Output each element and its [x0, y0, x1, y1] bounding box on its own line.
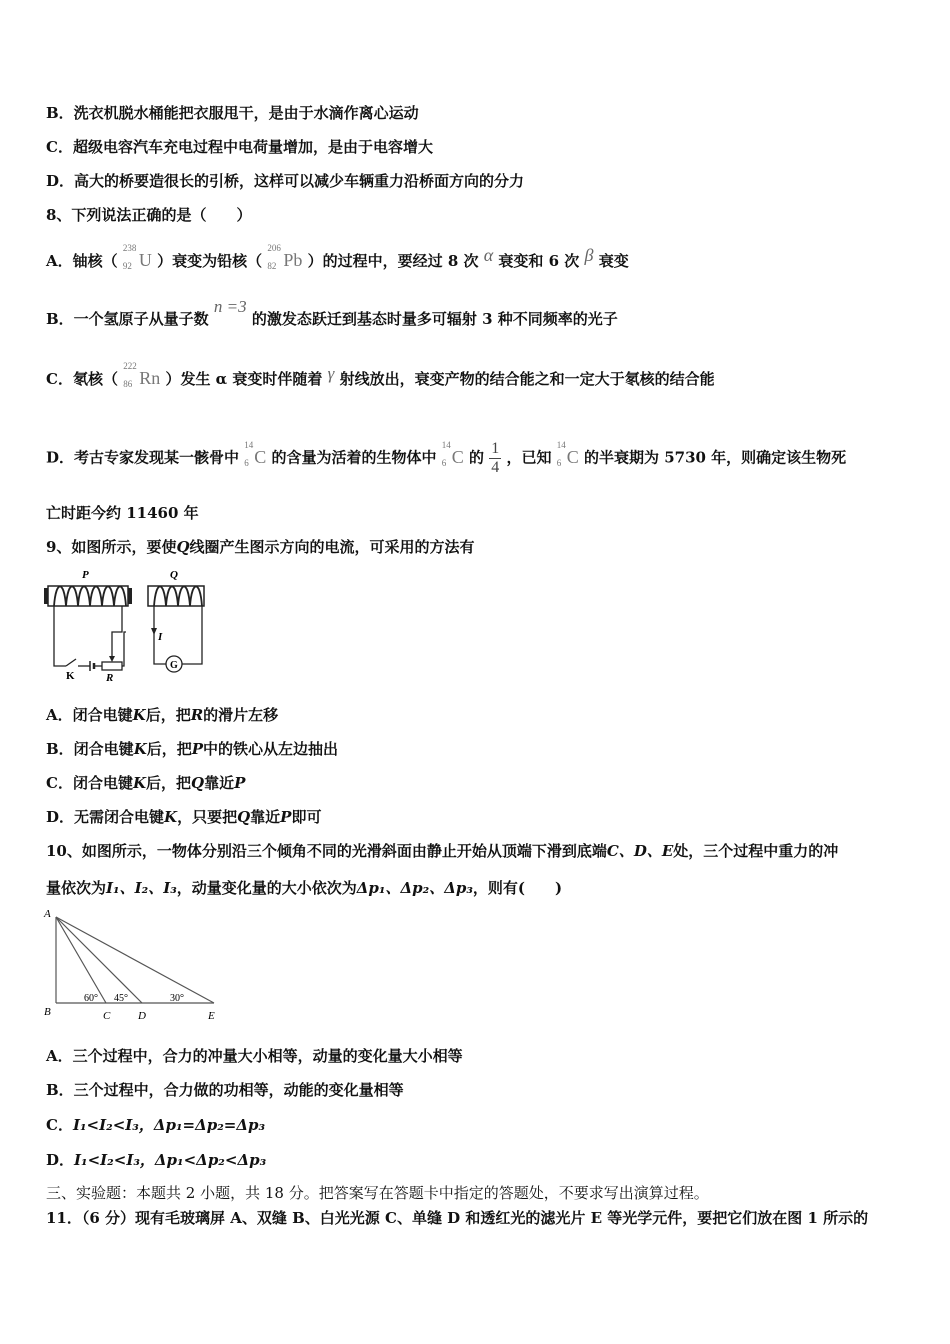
q9a-text: 后，把	[145, 706, 191, 724]
carbon14-nuclide	[556, 439, 579, 469]
q9-text: 9、如图所示，要使	[46, 538, 177, 556]
c-z: 6	[244, 457, 249, 468]
q10-text: 10、如图所示，一物体分别沿三个倾角不同的光滑斜面由静止开始从顶端下滑到底端	[46, 842, 607, 860]
current-arrow-icon	[151, 628, 157, 635]
coil-circuit-diagram	[44, 566, 214, 681]
carbon14-nuclide	[441, 439, 464, 469]
coil-p-windings	[54, 587, 126, 607]
question-10-line2	[46, 878, 562, 898]
incline-30	[56, 917, 214, 1003]
q8c-text: C．氡核（	[46, 370, 118, 388]
q9-option-b	[46, 739, 338, 759]
wire-p-right	[122, 632, 126, 666]
rn-mass: 222	[123, 361, 137, 371]
c-z: 6	[441, 457, 447, 468]
q10c-formula: I₁<I₂<I₃，Δp₁=Δp₂=Δp₃	[72, 1116, 266, 1134]
q8a-text: ）衰变为铅核（	[157, 252, 263, 270]
frac-den: 4	[491, 459, 500, 476]
fig9-label-i: I	[158, 631, 163, 643]
cde-var: C、D、E	[606, 842, 674, 860]
pb-sym: Pb	[283, 250, 303, 270]
fig9-label-g: G	[170, 660, 178, 671]
coil-q-windings	[154, 587, 202, 607]
c-sym: C	[451, 446, 464, 467]
q9b-text: B．闭合电键	[46, 740, 134, 758]
q9d-text: D．无需闭合电键	[46, 808, 165, 826]
fig10-label-c: C	[103, 1010, 111, 1022]
k-var: K	[132, 774, 146, 792]
q8-option-d	[46, 440, 846, 477]
question-9-title	[46, 537, 475, 557]
option-c-capacitor: C．超级电容汽车充电过程中电荷量增加，是由于电容增大	[46, 138, 433, 156]
q9d-text: ，只要把	[177, 808, 238, 826]
p-var: P	[280, 808, 292, 826]
coil-p-left-end	[44, 588, 48, 604]
q8a-text: 衰变和 6 次	[498, 252, 580, 270]
q8d-text: ，已知	[506, 448, 552, 467]
q10-option-b: B．三个过程中，合力做的功相等，动能的变化量相等	[46, 1081, 404, 1099]
fig9-label-r: R	[106, 672, 114, 681]
q8d-text: 的含量为活着的生物体中	[271, 448, 437, 467]
q10-text: ，则有( )	[472, 879, 563, 897]
q8d-text: 的	[469, 448, 485, 467]
angle-45-label: 45°	[114, 993, 128, 1004]
beta-symbol: β	[584, 245, 594, 265]
c-sym: C	[566, 446, 579, 467]
c-z: 6	[556, 457, 562, 468]
q9d-text: 靠近	[250, 808, 281, 826]
q9-text: 线圈产生图示方向的电流，可采用的方法有	[189, 538, 475, 556]
q9d-text: 即可	[291, 808, 322, 826]
q10-text: ，动量变化量的大小依次为	[176, 879, 357, 897]
c-mass: 14	[441, 439, 451, 450]
option-d-bridge: D．高大的桥要造很长的引桥，这样可以减少车辆重力沿桥面方向的分力	[46, 172, 525, 190]
q10-text: 量依次为	[46, 879, 107, 897]
c-mass: 14	[244, 439, 254, 450]
fig10-label-b: B	[44, 1006, 51, 1018]
q8b-text: B．一个氢原子从量子数	[46, 310, 209, 328]
rn-sym: Rn	[139, 368, 161, 388]
wire-q-right	[182, 606, 202, 664]
q8-option-c	[46, 361, 715, 390]
switch-k	[66, 659, 76, 666]
q-var: Q	[191, 774, 205, 792]
pb-z: 82	[267, 261, 277, 271]
c-mass: 14	[556, 439, 566, 450]
gamma-symbol: γ	[327, 364, 335, 383]
fig10-label-a: A	[44, 908, 51, 920]
q10-option-a: A．三个过程中，合力的冲量大小相等，动量的变化量大小相等	[46, 1047, 463, 1065]
q8-option-d-cont: 亡时距今约 11460 年	[46, 504, 199, 522]
q-var: Q	[237, 808, 251, 826]
u-mass: 238	[122, 243, 137, 253]
pb-mass: 206	[267, 243, 281, 253]
q10-text: 处，三个过程中重力的冲	[673, 842, 839, 860]
q9-option-a	[46, 705, 278, 725]
q10c-text: C．	[46, 1116, 73, 1134]
uranium-nuclide	[122, 243, 152, 272]
wire-p-left	[54, 606, 66, 666]
angle-30-label: 30°	[170, 993, 184, 1004]
q9b-text: 后，把	[146, 740, 192, 758]
q9c-text: 靠近	[204, 774, 235, 792]
q10d-text: D．	[46, 1151, 75, 1169]
fig10-label-d: D	[138, 1010, 146, 1022]
k-var: K	[164, 808, 178, 826]
incline-diagram	[40, 905, 230, 1025]
r-var: R	[190, 706, 204, 724]
question-8-title: 8、下列说法正确的是（ ）	[46, 206, 252, 224]
q8c-text: ）发生 α 衰变时伴随着	[165, 370, 323, 388]
k-var: K	[133, 740, 147, 758]
section-3-heading: 三、实验题：本题共 2 小题，共 18 分。把答案写在答题卡中指定的答题处，不要求写出演算过程。	[46, 1184, 709, 1202]
q9-option-d	[46, 807, 321, 827]
frac-num: 1	[491, 440, 500, 457]
q9a-text: 的滑片左移	[203, 706, 279, 724]
k-var: K	[132, 706, 146, 724]
q9-option-c	[46, 773, 245, 793]
fig9-label-q: Q	[170, 569, 178, 581]
q8-option-a	[46, 243, 629, 272]
angle-60-label: 60°	[84, 993, 98, 1004]
p-var: P	[191, 740, 204, 758]
question-11: 11．（6 分）现有毛玻璃屏 A、双缝 B、白光光源 C、单缝 D 和透红光的滤光片 E 等光学元件，要把它们放在图 1 所示的	[46, 1209, 869, 1227]
rheostat-r	[102, 662, 122, 670]
q8d-text: D．考古专家发现某一骸骨中	[46, 448, 240, 467]
q10-option-d	[46, 1150, 266, 1170]
radon-nuclide	[123, 361, 161, 390]
c-sym: C	[254, 446, 267, 467]
impulse-vars: I₁、I₂、I₃	[106, 879, 177, 897]
fraction-one-quarter	[489, 440, 501, 477]
q9c-text: C．闭合电键	[46, 774, 133, 792]
fig9-label-k: K	[66, 670, 75, 681]
carbon14-nuclide	[244, 439, 267, 469]
rn-z: 86	[123, 379, 133, 389]
coil-p-right-end	[128, 588, 132, 604]
p-var: P	[234, 774, 246, 792]
q9a-text: A．闭合电键	[46, 706, 133, 724]
slider-arrow-icon	[109, 656, 115, 662]
u-sym: U	[138, 250, 152, 270]
q10d-formula: I₁<I₂<I₃，Δp₁<Δp₂<Δp₃	[74, 1151, 267, 1169]
q9b-text: 中的铁心从左边抽出	[203, 740, 339, 758]
q8-option-b	[46, 297, 618, 329]
q8c-text: 射线放出，衰变产物的结合能之和一定大于氡核的结合能	[339, 370, 715, 388]
lead-nuclide	[267, 243, 303, 272]
momentum-vars: Δp₁、Δp₂、Δp₃	[356, 879, 473, 897]
q8a-text: ）的过程中，要经过 8 次	[307, 252, 479, 270]
q8a-text: 衰变	[598, 252, 629, 270]
fig9-label-p: P	[82, 569, 89, 581]
option-b-washing: B．洗衣机脱水桶能把衣服甩干，是由于水滴作离心运动	[46, 104, 419, 122]
alpha-symbol: α	[483, 245, 494, 265]
q9c-text: 后，把	[146, 774, 192, 792]
fig10-label-e: E	[208, 1010, 215, 1022]
q10-option-c	[46, 1115, 265, 1135]
rheostat-slider-wire	[112, 606, 122, 658]
q8a-text: A．铀核（	[46, 252, 118, 270]
u-z: 92	[122, 261, 132, 271]
q8d-text: 的半衰期为 5730 年，则确定该生物死	[583, 448, 847, 467]
q8b-text: 的激发态跃迁到基态时量多可辐射 3 种不同频率的光子	[251, 310, 618, 328]
n3-formula: n =3	[213, 297, 247, 316]
question-10-line1	[46, 841, 838, 861]
q-var: Q	[176, 538, 190, 556]
